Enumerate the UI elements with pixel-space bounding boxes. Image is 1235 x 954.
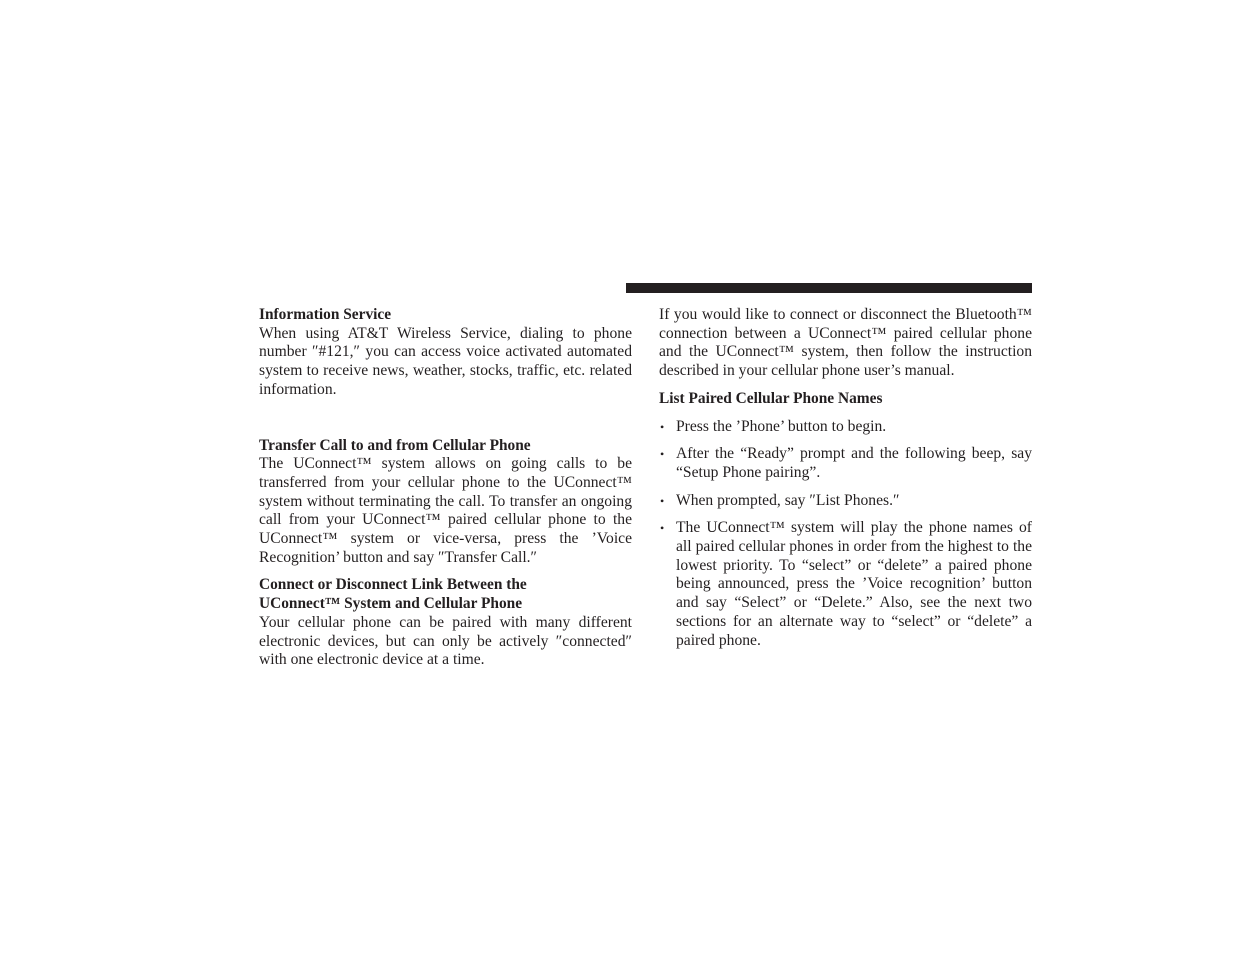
list-paired-steps	[659, 418, 1032, 651]
bullet-icon: •	[660, 419, 665, 434]
list-item	[659, 492, 1032, 511]
list-item	[659, 418, 1032, 437]
connect-disconnect-body: Your cellular phone can be paired with many different electronic devices, but can only be actively ″connected″ with one electronic device at a time.	[259, 613, 632, 669]
bluetooth-intro-body: If you would like to connect or disconnect the Bluetooth™ connection between a UConnect™ paired cellular phone and the UConnect™ system, then follow the instruction described in your cellular phone user’s manual.	[659, 306, 1032, 380]
transfer-call-body: The UConnect™ system allows on going calls to be transferred from your cellular phone to the UConnect™ system without terminating the call. To transfer an ongoing call from your UConnect™ paired cellular phone to the UConnect™ system or vice-versa, press the ’Voice Recognition’ button and say ″Transfer Call.″	[259, 455, 632, 566]
connect-disconnect-heading: Connect or Disconnect Link Between the UConnect™ System and Cellular Phone	[259, 576, 527, 613]
list-item	[659, 445, 1032, 482]
right-column	[659, 306, 1032, 650]
list-item-text: When prompted, say ″List Phones.″	[676, 491, 900, 509]
list-item-text: Press the ’Phone’ button to begin.	[676, 417, 887, 435]
list-item-text: After the “Ready” prompt and the following beep, say “Setup Phone pairing”.	[676, 445, 1032, 481]
bullet-icon: •	[660, 447, 665, 462]
left-column	[259, 306, 632, 670]
info-service-body: When using AT&T Wireless Service, dialing to phone number ″#121,″ you can access voice activated automated system to receive news, weather, stocks, traffic, etc. related information.	[259, 324, 632, 398]
section-header-bar	[626, 283, 1032, 293]
bullet-icon: •	[660, 493, 665, 508]
list-paired-heading: List Paired Cellular Phone Names	[659, 389, 883, 407]
info-service-heading: Information Service	[259, 306, 392, 323]
list-item-text: The UConnect™ system will play the phone names of all paired cellular phones in order from the highest to the lowest priority. To “select” or “delete” a paired phone being announced, press the ’Voice recognition’ button and say “Select” or “Delete.” Also, see the next two sections for an alternate way to “select” or “delete” a paired phone.	[676, 519, 1032, 649]
transfer-call-heading: Transfer Call to and from Cellular Phone	[259, 436, 531, 454]
bullet-icon: •	[660, 521, 665, 536]
list-item	[659, 519, 1032, 650]
